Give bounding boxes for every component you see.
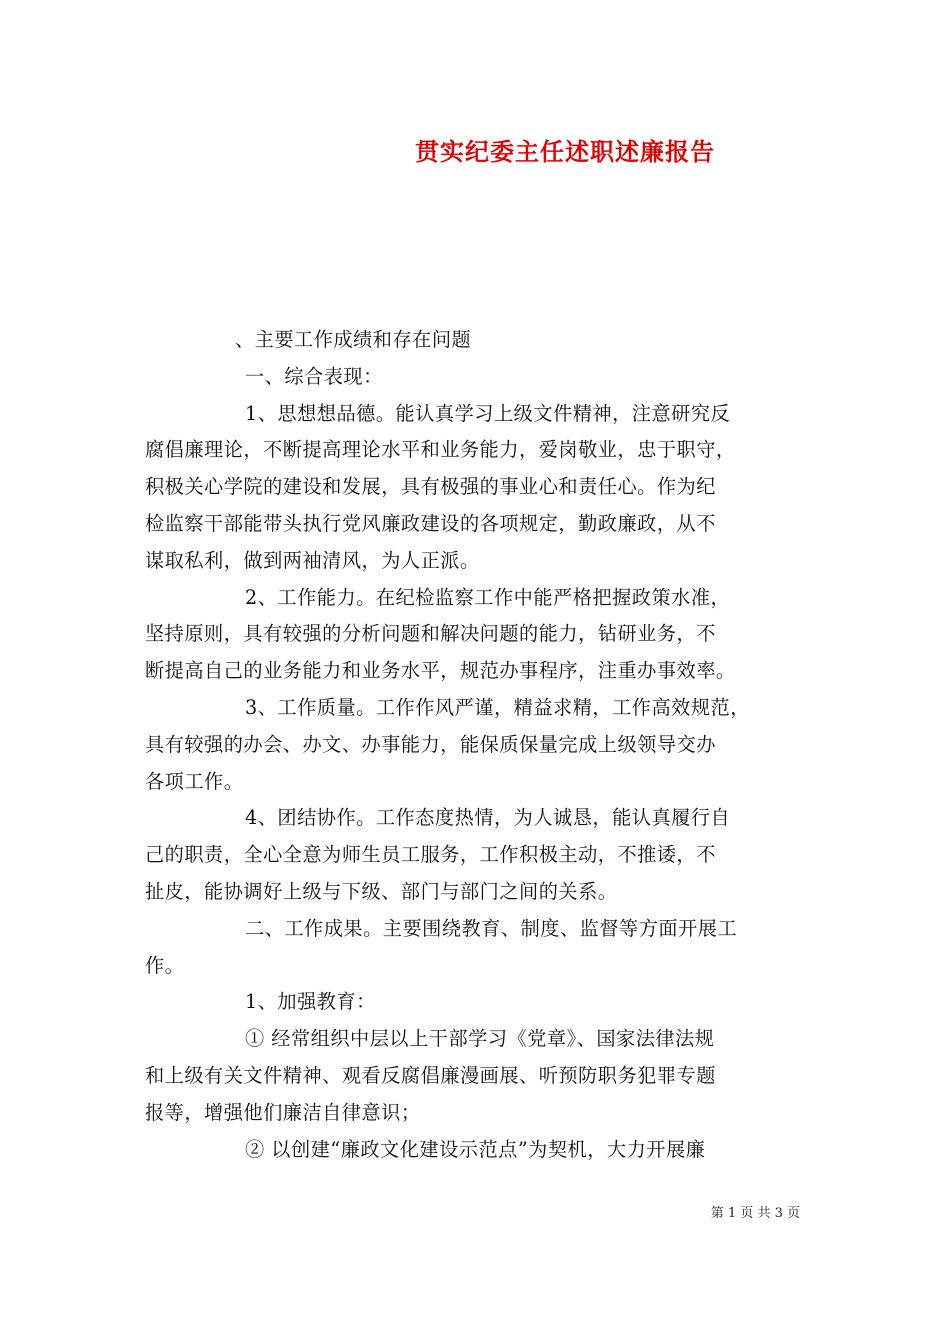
text-line: 具有较强的办会、办文、办事能力，能保质保量完成上级领导交办 (145, 732, 716, 756)
text-line: ① 经常组织中层以上干部学习《党章》、国家法律法规 (245, 1027, 715, 1051)
text-line: 各项工作。 (145, 769, 244, 793)
text-line: 二、工作成果。主要围绕教育、制度、监督等方面开展工 (245, 916, 738, 940)
text-line: 1、思想想品德。能认真学习上级文件精神，注意研究反 (245, 401, 731, 425)
text-line: 1、加强教育： (245, 990, 376, 1014)
text-line: 、主要工作成绩和存在问题 (235, 328, 472, 351)
text-line: 坚持原则，具有较强的分析问题和解决问题的能力，钻研业务，不 (145, 622, 716, 646)
text-line: 检监察干部能带头执行党风廉政建设的各项规定，勤政廉政，从不 (145, 511, 716, 535)
text-line: 腐倡廉理论，不断提高理论水平和业务能力，爱岗敬业，忠于职守， (145, 438, 736, 462)
document-body (145, 322, 807, 1168)
document-title: 贯实纪委主任述职述廉报告 (415, 137, 715, 166)
text-line: 扯皮，能协调好上级与下级、部门与部门之间的关系。 (145, 879, 618, 903)
text-line: ② 以创建“廉政文化建设示范点”为契机，大力开展廉 (245, 1137, 706, 1161)
text-line: 一、综合表现： (245, 364, 383, 388)
page-number: 第 1 页 共 3 页 (710, 1206, 800, 1221)
text-line: 谋取私利，做到两袖清风，为人正派。 (145, 548, 480, 572)
text-line: 积极关心学院的建设和发展，具有极强的事业心和责任心。作为纪 (145, 475, 716, 499)
text-line: 作。 (145, 953, 185, 977)
text-line: 报等，增强他们廉洁自律意识； (145, 1100, 421, 1124)
text-line: 和上级有关文件精神、观看反腐倡廉漫画展、听预防职务犯罪专题 (145, 1063, 716, 1087)
text-line: 3、工作质量。工作作风严谨，精益求精，工作高效规范， (245, 695, 750, 719)
text-line: 4、团结协作。工作态度热情，为人诚恳，能认真履行自 (245, 806, 731, 830)
text-line: 2、工作能力。在纪检监察工作中能严格把握政策水准， (245, 585, 731, 609)
text-line: 断提高自己的业务能力和业务水平，规范办事程序，注重办事效率。 (145, 659, 736, 683)
text-line: 己的职责，全心全意为师生员工服务，工作积极主动，不推诿，不 (145, 843, 716, 867)
